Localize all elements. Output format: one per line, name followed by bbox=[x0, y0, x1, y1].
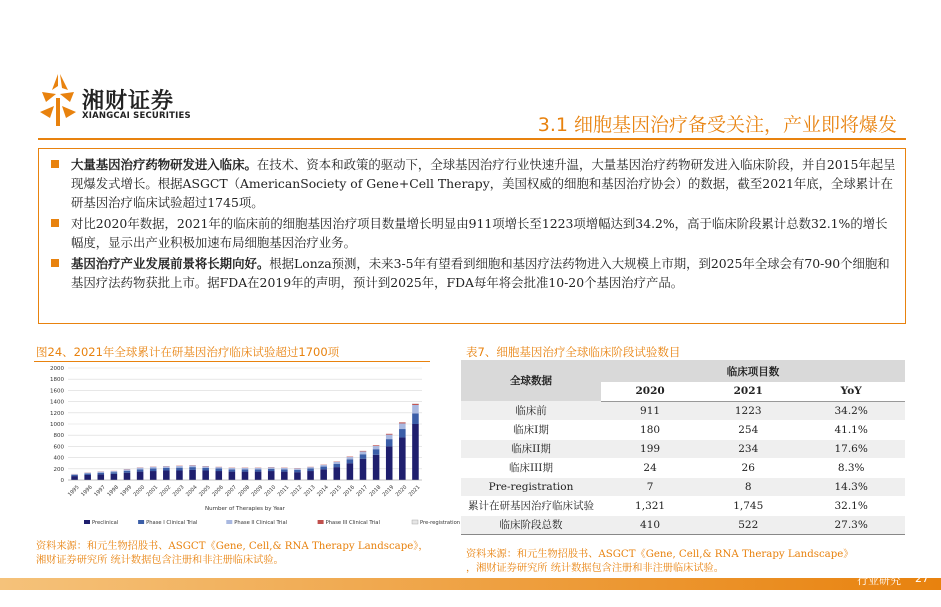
table-row-label: 临床前 bbox=[461, 401, 601, 420]
trials-chart-svg bbox=[34, 362, 461, 534]
bar-segment bbox=[163, 468, 170, 471]
table-row bbox=[461, 515, 905, 534]
bar-segment bbox=[294, 470, 301, 472]
bar-segment bbox=[202, 470, 209, 480]
bar-segment bbox=[150, 469, 157, 472]
bar-segment bbox=[412, 403, 419, 404]
bar-segment bbox=[111, 474, 118, 480]
bar-segment bbox=[229, 469, 236, 471]
x-tick-label: 2010 bbox=[263, 484, 278, 499]
bar-segment bbox=[242, 468, 249, 469]
y-tick-label: 2000 bbox=[50, 366, 64, 372]
x-tick-label: 2003 bbox=[171, 484, 186, 499]
section-title: 3.1 细胞基因治疗备受关注，产业即将爆发 bbox=[537, 114, 897, 136]
bar-segment bbox=[71, 476, 78, 480]
y-tick-label: 1200 bbox=[50, 410, 64, 417]
x-tick-label: 2011 bbox=[276, 484, 291, 499]
x-tick-label: 2007 bbox=[224, 484, 238, 499]
table-cell: 14.3% bbox=[797, 477, 905, 496]
legend-swatch bbox=[412, 520, 418, 524]
bar-segment bbox=[360, 451, 367, 452]
bar-segment bbox=[307, 471, 314, 480]
legend-label: Phase II Clinical Trial bbox=[234, 520, 288, 526]
bar-segment bbox=[373, 446, 380, 449]
x-tick-label: 2014 bbox=[316, 484, 330, 499]
bullet-lead: 大量基因治疗药物研发进入临床。 bbox=[71, 157, 257, 172]
bar-segment bbox=[307, 469, 314, 472]
bar-segment bbox=[281, 469, 288, 471]
bar-segment bbox=[268, 469, 275, 471]
legend-swatch bbox=[318, 520, 324, 524]
x-tick-label: 2015 bbox=[329, 484, 343, 499]
table-row bbox=[461, 439, 905, 458]
bar-segment bbox=[386, 435, 393, 439]
bar-segment bbox=[399, 429, 406, 437]
table-cell: 26 bbox=[699, 458, 797, 477]
bar-segment bbox=[255, 472, 262, 480]
bar-segment bbox=[189, 465, 196, 467]
bar-segment bbox=[334, 464, 341, 467]
bar-segment bbox=[202, 468, 209, 471]
y-tick-label: 600 bbox=[53, 444, 64, 451]
table-cell: 234 bbox=[699, 439, 797, 458]
x-tick-label: 2008 bbox=[237, 484, 252, 499]
legend-label: Pre-registration bbox=[420, 520, 461, 526]
x-tick-label: 1999 bbox=[119, 484, 134, 499]
bar-segment bbox=[399, 422, 406, 423]
bar-segment bbox=[163, 470, 170, 480]
x-tick-label: 2009 bbox=[250, 484, 265, 499]
table-col-header: 2020 bbox=[601, 382, 699, 401]
bar-segment bbox=[307, 467, 314, 468]
bar-segment bbox=[412, 405, 419, 413]
title-divider bbox=[38, 138, 906, 140]
bar-segment bbox=[137, 468, 144, 470]
bar-segment bbox=[111, 472, 118, 474]
table-cell: 180 bbox=[601, 420, 699, 439]
y-tick-label: 1800 bbox=[50, 377, 64, 384]
y-tick-label: 1400 bbox=[50, 399, 64, 406]
x-tick-label: 2006 bbox=[211, 484, 225, 499]
bar-segment bbox=[242, 472, 249, 480]
summary-box bbox=[38, 148, 906, 324]
x-tick-label: 2002 bbox=[158, 484, 173, 499]
table-cell: 410 bbox=[601, 515, 699, 534]
bar-segment bbox=[347, 463, 354, 480]
bar-segment bbox=[71, 474, 78, 475]
bar-segment bbox=[98, 474, 105, 480]
table-cell: 1223 bbox=[699, 401, 797, 420]
x-tick-label: 2013 bbox=[303, 484, 317, 499]
table-cell: 254 bbox=[699, 420, 797, 439]
logo-mark-icon bbox=[38, 72, 78, 128]
bar-segment bbox=[281, 468, 288, 469]
x-axis-label: Number of Therapies by Year bbox=[205, 506, 285, 512]
bar-segment bbox=[137, 469, 144, 471]
bar-segment bbox=[216, 467, 223, 468]
table-row bbox=[461, 458, 905, 477]
x-tick-label: 2017 bbox=[355, 484, 370, 499]
x-tick-label: 1997 bbox=[93, 484, 107, 499]
bar-segment bbox=[268, 471, 275, 480]
bar-segment bbox=[124, 473, 131, 480]
figure-source-line-1: 资料来源：和元生物招股书、ASGCT《Gene, Cell,& RNA Therapy Landscape》， bbox=[36, 541, 429, 552]
bar-segment bbox=[320, 469, 327, 480]
bar-segment bbox=[111, 471, 118, 472]
table-cell: 24 bbox=[601, 458, 699, 477]
bar-segment bbox=[412, 404, 419, 405]
logo-text-cn: 湘财证券 bbox=[82, 89, 175, 114]
table-row bbox=[461, 496, 905, 515]
table-row-label: 临床I期 bbox=[461, 420, 601, 439]
legend-swatch bbox=[138, 520, 144, 524]
trials-chart bbox=[34, 362, 461, 534]
bar-segment bbox=[150, 467, 157, 469]
x-tick-label: 2016 bbox=[342, 484, 356, 499]
bar-segment bbox=[386, 446, 393, 480]
bar-segment bbox=[334, 467, 341, 480]
x-tick-label: 2020 bbox=[394, 484, 409, 499]
bar-segment bbox=[202, 466, 209, 468]
bar-segment bbox=[412, 413, 419, 424]
bar-segment bbox=[71, 475, 78, 476]
bar-segment bbox=[386, 434, 393, 435]
bar-segment bbox=[189, 470, 196, 480]
trials-table bbox=[461, 360, 905, 535]
legend-label: Preclinical bbox=[92, 520, 119, 526]
x-tick-label: 1998 bbox=[106, 484, 120, 499]
table-cell: 911 bbox=[601, 401, 699, 420]
table-cell: 27.3% bbox=[797, 515, 905, 534]
footer-bar bbox=[0, 578, 941, 590]
logo-text-en: XIANGCAI SECURITIES bbox=[82, 111, 191, 121]
table-cell: 199 bbox=[601, 439, 699, 458]
table-cell: 7 bbox=[601, 477, 699, 496]
bar-segment bbox=[150, 471, 157, 480]
bar-segment bbox=[373, 445, 380, 446]
bullet-lead: 基因治疗产业发展前景将长期向好。 bbox=[71, 256, 270, 271]
bar-segment bbox=[163, 466, 170, 468]
bar-segment bbox=[84, 475, 91, 480]
table-row-label: Pre-registration bbox=[461, 477, 601, 496]
bar-segment bbox=[373, 455, 380, 480]
table-cell: 32.1% bbox=[797, 496, 905, 515]
bar-segment bbox=[334, 462, 341, 464]
table-cell: 1,745 bbox=[699, 496, 797, 515]
table-cell: 8.3% bbox=[797, 458, 905, 477]
bar-segment bbox=[373, 449, 380, 455]
table-header-left: 全球数据 bbox=[461, 360, 601, 401]
bar-segment bbox=[320, 467, 327, 470]
figure-caption: 图24、2021年全球累计在研基因治疗临床试验超过1700项 bbox=[36, 345, 340, 359]
bar-segment bbox=[124, 469, 131, 470]
y-tick-label: 400 bbox=[53, 455, 64, 462]
bar-segment bbox=[347, 459, 354, 463]
table-row bbox=[461, 477, 905, 496]
bar-segment bbox=[98, 473, 105, 475]
bar-segment bbox=[360, 451, 367, 454]
y-tick-label: 200 bbox=[53, 466, 64, 473]
table-row-label: 临床阶段总数 bbox=[461, 515, 601, 534]
x-tick-label: 2018 bbox=[368, 484, 383, 499]
bar-segment bbox=[360, 459, 367, 480]
x-tick-label: 2021 bbox=[407, 484, 422, 499]
bar-segment bbox=[242, 469, 249, 471]
legend-label: Phase I Clinical Trial bbox=[146, 520, 198, 526]
legend-swatch bbox=[84, 520, 90, 524]
bar-segment bbox=[360, 454, 367, 458]
table-source bbox=[466, 548, 854, 576]
table-cell: 1,321 bbox=[601, 496, 699, 515]
y-tick-label: 1000 bbox=[50, 422, 64, 428]
bar-segment bbox=[294, 472, 301, 480]
bar-segment bbox=[137, 472, 144, 480]
table-row bbox=[461, 401, 905, 420]
figure-source bbox=[36, 540, 429, 568]
table-col-header: 2021 bbox=[699, 382, 797, 401]
table-col-header: YoY bbox=[797, 382, 905, 401]
bar-segment bbox=[399, 423, 406, 429]
bar-segment bbox=[320, 465, 327, 467]
x-tick-label: 2004 bbox=[185, 484, 199, 499]
bar-segment bbox=[216, 471, 223, 480]
legend-label: Phase III Clinical Trial bbox=[325, 520, 380, 526]
table-cell: 522 bbox=[699, 515, 797, 534]
bar-segment bbox=[386, 439, 393, 446]
x-tick-label: 2019 bbox=[381, 484, 396, 499]
table-cell: 8 bbox=[699, 477, 797, 496]
legend-swatch bbox=[226, 520, 232, 524]
x-tick-label: 2012 bbox=[289, 484, 304, 499]
x-tick-label: 2001 bbox=[145, 484, 160, 499]
x-tick-label: 1996 bbox=[80, 484, 94, 499]
bullet-text: 根据Lonza预测，未来3-5年有望看到细胞和基因疗法药物进入大规模上市期，到2025年全球会有70-90个细胞和基因疗法药物获批上市。据FDA在2019年的声明，预计到2025年，FDA每年将会批准10-20个基因治疗产品。 bbox=[71, 256, 890, 290]
figure-source-line-2: 湘财证券研究所 统计数据包含注册和非注册临床试验。 bbox=[36, 555, 284, 566]
table-caption: 表7、细胞基因治疗全球临床阶段试验数目 bbox=[466, 345, 681, 359]
bar-segment bbox=[347, 457, 354, 459]
bar-segment bbox=[189, 467, 196, 470]
bar-segment bbox=[176, 466, 183, 468]
bar-segment bbox=[84, 473, 91, 474]
table-row-label: 临床II期 bbox=[461, 439, 601, 458]
bar-segment bbox=[176, 468, 183, 471]
bullet-text: 在技术、资本和政策的驱动下，全球基因治疗行业快速升温，大量基因治疗药物研发进入临床阶段，并自2015年起呈现爆发式增长。根据ASGCT（AmericanSociety of Gene+Cell Therapy，美国权威的细胞和基因治疗协会）的数据，截至2021年底，全球累计在研基因治疗临床试验超过1745项。 bbox=[71, 157, 896, 210]
y-tick-label: 0 bbox=[60, 478, 64, 484]
table-row bbox=[461, 420, 905, 439]
y-tick-label: 800 bbox=[53, 433, 64, 440]
bar-segment bbox=[84, 474, 91, 475]
bar-segment bbox=[216, 469, 223, 472]
x-tick-label: 2000 bbox=[132, 484, 147, 499]
bar-segment bbox=[229, 472, 236, 480]
table-row-label: 累计在研基因治疗临床试验 bbox=[461, 496, 601, 515]
table-row-label: 临床III期 bbox=[461, 458, 601, 477]
bar-segment bbox=[124, 471, 131, 473]
table-cell: 17.6% bbox=[797, 439, 905, 458]
page-number: 27 bbox=[915, 572, 929, 585]
bar-segment bbox=[176, 470, 183, 480]
table-cell: 41.1% bbox=[797, 420, 905, 439]
summary-bullet-2 bbox=[47, 214, 897, 252]
bar-segment bbox=[268, 467, 275, 468]
bar-segment bbox=[255, 469, 262, 471]
bar-segment bbox=[255, 468, 262, 469]
summary-bullet-3 bbox=[47, 254, 897, 292]
y-tick-label: 1600 bbox=[50, 388, 64, 395]
table-header-group: 临床项目数 bbox=[601, 360, 905, 382]
bar-segment bbox=[412, 424, 419, 480]
x-tick-label: 2005 bbox=[198, 484, 212, 499]
x-tick-label: 1995 bbox=[67, 484, 81, 499]
table-source-line-2: ，湘财证券研究所 统计数据包含注册和非注册临床试验。 bbox=[466, 563, 724, 574]
bar-segment bbox=[294, 469, 301, 470]
footer-label: 行业研究 bbox=[857, 574, 901, 587]
table-cell: 34.2% bbox=[797, 401, 905, 420]
bullet-text: 对比2020年数据，2021年的临床前的细胞基因治疗项目数量增长明显由911项增长至1223项增幅达到34.2%，高于临床阶段累计总数32.1%的增长幅度，显示出产业积极加速布局细胞基因治疗业务。 bbox=[71, 216, 888, 250]
table-source-line-1: 资料来源：和元生物招股书、ASGCT《Gene, Cell,& RNA Therapy Landscape》 bbox=[466, 549, 854, 560]
summary-bullet-1 bbox=[47, 155, 897, 212]
bar-segment bbox=[281, 472, 288, 480]
bar-segment bbox=[399, 437, 406, 480]
bar-segment bbox=[229, 468, 236, 469]
bar-segment bbox=[98, 472, 105, 473]
company-logo bbox=[38, 72, 198, 130]
